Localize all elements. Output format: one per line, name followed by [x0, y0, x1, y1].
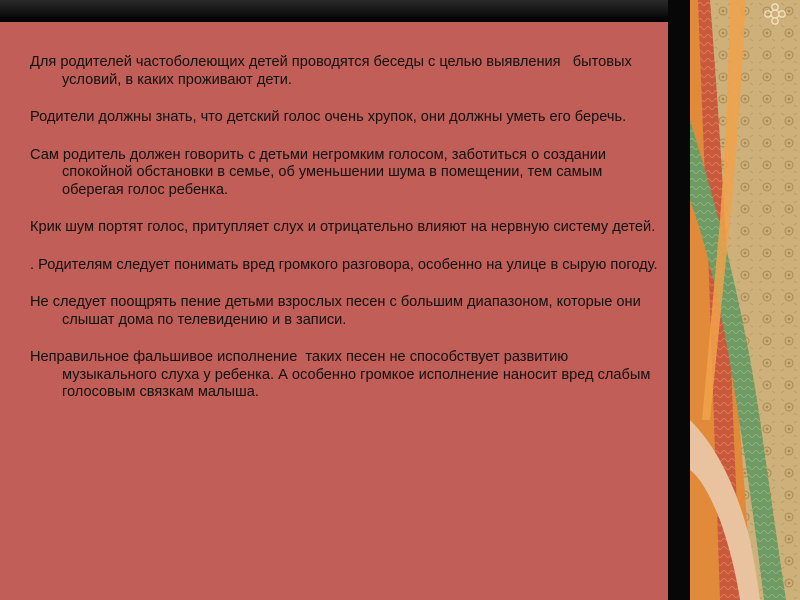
top-bar	[0, 0, 668, 22]
paragraph-false-singing: Неправильное фальшивое исполнение таких песен не способствует развитию музыкального слуха у ребенка. А особенно громкое исполнение наносит вред слабым голосовым связкам малыша.	[30, 349, 655, 400]
paragraph-adult-songs: Не следует поощрять пение детьми взрослых песен с большим диапазоном, которые они слышат дома по телевидению и в записи.	[30, 294, 645, 328]
paragraph-noise-harm: Крик шум портят голос, притупляет слух и отрицательно влияют на нервную систему детей.	[30, 219, 656, 235]
decorative-ornament-panel	[690, 0, 800, 600]
paragraph-loud-talk-harm: . Родителям следует понимать вред громкого разговора, особенно на улице в сырую погоду.	[30, 256, 658, 273]
paragraph-quiet-voice: Сам родитель должен говорить с детьми негромким голосом, заботиться о создании спокойной обстановки в семье, об уменьшении шума в помещении, тем самым оберегая голос ребенка.	[30, 146, 611, 198]
panel-divider	[668, 0, 692, 600]
paragraph-parent-conversations: Для родителей частоболеющих детей проводятся беседы с целью выявления бытовых условий, в каких проживают дети.	[30, 54, 636, 88]
slide-text	[30, 54, 662, 422]
paragraph-child-voice-fragile: Родители должны знать, что детский голос очень хрупок, они должны уметь его беречь.	[30, 109, 627, 125]
